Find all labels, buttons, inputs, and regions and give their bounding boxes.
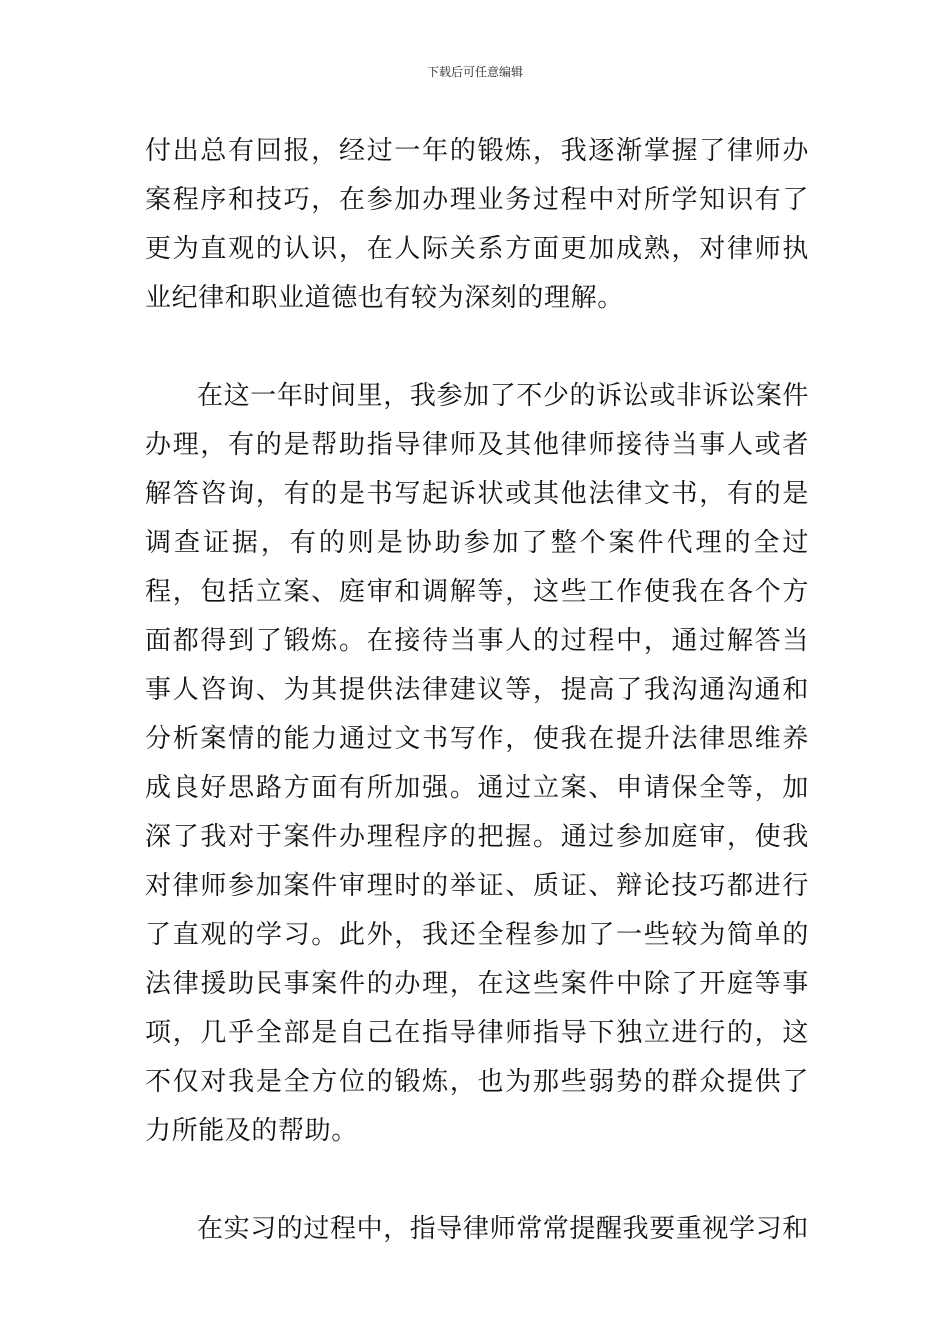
document-body: [145, 127, 809, 1254]
paragraph-3: 在实习的过程中，指导律师常常提醒我要重视学习和: [197, 1214, 809, 1244]
paragraph-1: 付出总有回报，经过一年的锻炼，我逐渐掌握了律师办案程序和技巧，在参加办理业务过程中对所学知识有了更为直观的认识，在人际关系方面更加成熟，对律师执业纪律和职业道德也有较为深刻的理解。: [145, 136, 809, 313]
page-header-note: 下载后可任意编辑: [426, 65, 523, 79]
paragraph-2: 在这一年时间里，我参加了不少的诉讼或非诉讼案件办理，有的是帮助指导律师及其他律师接待当事人或者解答咨询，有的是书写起诉状或其他法律文书，有的是调查证据，有的则是协助参加了整个案件代理的全过程，包括立案、庭审和调解等，这些工作使我在各个方面都得到了锻炼。在接待当事人的过程中，通过解答当事人咨询、为其提供法律建议等，提高了我沟通沟通和分析案情的能力通过文书写作，使我在提升法律思维养成良好思路方面有所加强。通过立案、申请保全等，加深了我对于案件办理程序的把握。通过参加庭审，使我对律师参加案件审理时的举证、质证、辩论技巧都进行了直观的学习。此外，我还全程参加了一些较为简单的法律援助民事案件的办理，在这些案件中除了开庭等事项，几乎全部是自己在指导律师指导下独立进行的，这不仅对我是全方位的锻炼，也为那些弱势的群众提供了力所能及的帮助。: [145, 381, 809, 1146]
